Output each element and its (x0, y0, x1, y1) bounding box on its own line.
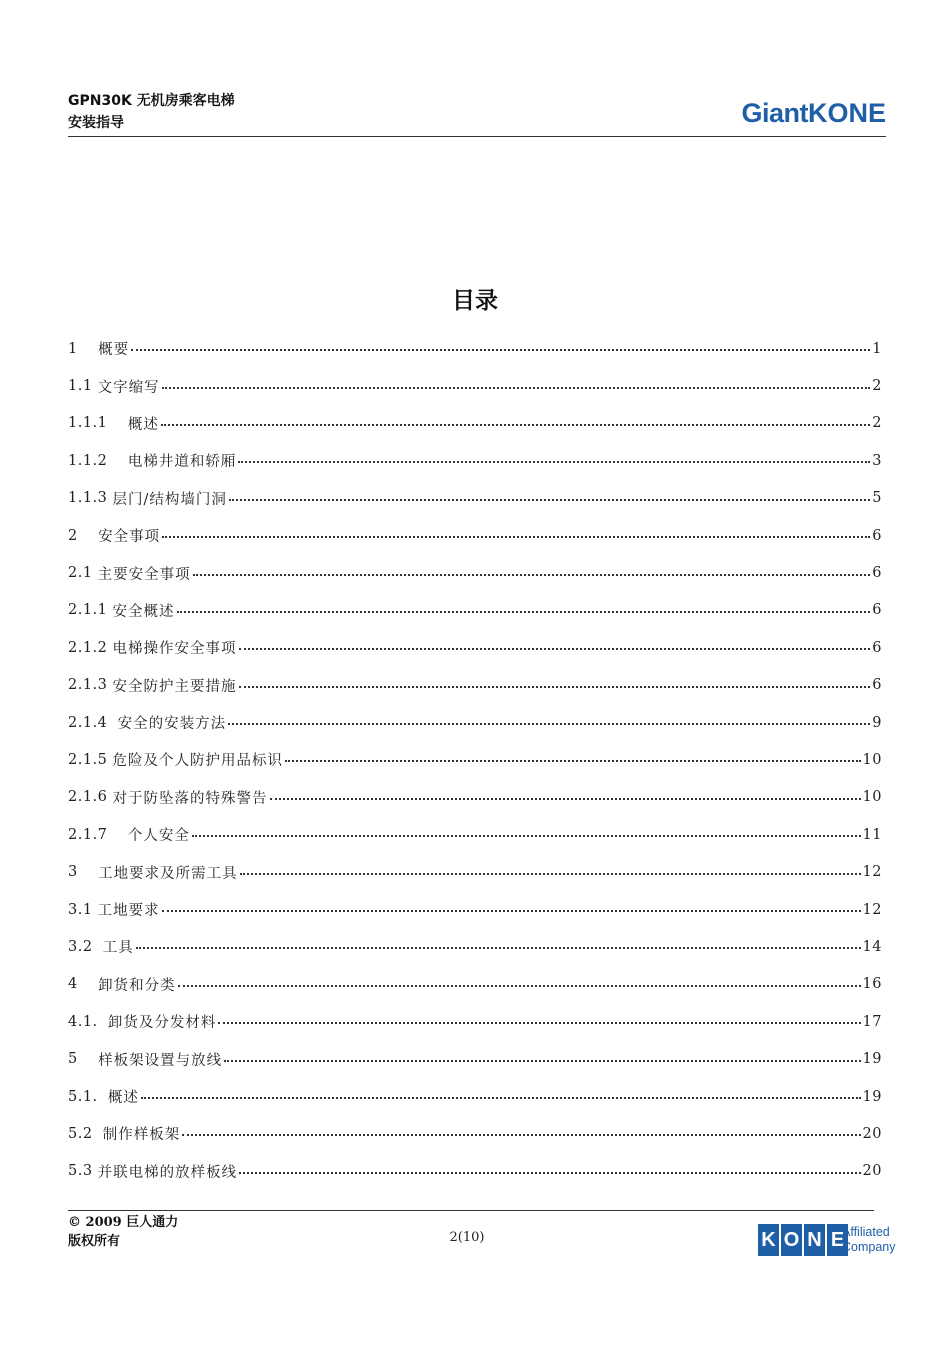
toc-entry-title: 层门/结构墙门洞 (112, 491, 227, 508)
toc-entry-number: 5.2 (68, 1125, 93, 1142)
toc-dot-leader (161, 423, 870, 426)
toc-dot-leader (162, 909, 861, 912)
header-product-title: GPN30K 无机房乘客电梯 (68, 93, 235, 109)
kone-logo (758, 1224, 850, 1256)
toc-entry-title: 电梯井道和轿厢 (127, 454, 237, 471)
toc-dot-leader (177, 610, 871, 613)
toc-entry-page: 20 (862, 1125, 882, 1142)
toc-entry-title: 安全防护主要措施 (112, 678, 237, 695)
toc-entry-title: 文字缩写 (97, 379, 160, 396)
toc-entry-page: 5 (872, 490, 882, 507)
toc-dot-leader (162, 535, 870, 538)
toc-entry-page: 3 (872, 452, 882, 469)
toc-entry-number: 2.1.1 (68, 602, 108, 619)
toc-entry-page: 12 (862, 864, 882, 881)
toc-entry-number: 2 (68, 527, 78, 544)
toc-entry[interactable] (68, 1115, 882, 1152)
toc-dot-leader (193, 573, 871, 576)
toc-entry-number: 5.3 (68, 1163, 93, 1180)
toc-dot-leader (229, 498, 870, 501)
toc-entry-title: 概述 (107, 1090, 139, 1106)
toc-entry-title: 样板架设置与放线 (98, 1052, 223, 1069)
toc-dot-leader (141, 1096, 861, 1099)
toc-dot-leader (239, 685, 871, 688)
toc-entry[interactable] (68, 629, 882, 666)
footer-rights: 版权所有 (68, 1234, 121, 1249)
toc-entry[interactable] (68, 891, 882, 928)
toc-entry-gap (107, 715, 117, 731)
giantkone-logo (741, 98, 886, 129)
toc-entry-page: 6 (872, 602, 882, 619)
toc-entry-title: 卸货和分类 (98, 977, 176, 994)
toc-entry-page: 14 (862, 938, 882, 955)
toc-entry[interactable] (68, 554, 882, 591)
toc-entry-gap (93, 939, 103, 955)
toc-entry[interactable] (68, 442, 882, 479)
toc-entry-number: 2.1.7 (68, 826, 108, 843)
toc-entry[interactable] (68, 1003, 882, 1040)
toc-entry-gap (98, 1014, 108, 1030)
toc-entry-title: 工地要求 (97, 903, 160, 920)
toc-dot-leader (270, 797, 861, 800)
toc-entry-page: 11 (862, 826, 882, 843)
toc-entry-gap (78, 528, 98, 544)
kone-logo-letter: E (827, 1224, 848, 1256)
affiliated-company-text (842, 1225, 896, 1255)
toc-entry-number: 2.1.3 (68, 677, 108, 694)
toc-entry-number: 2.1.4 (68, 714, 108, 731)
toc-entry-page: 6 (872, 565, 882, 582)
logo-giant: Giant (741, 98, 808, 128)
toc-dot-leader (228, 722, 870, 725)
toc-entry[interactable] (68, 928, 882, 965)
header-doc-type: 安装指导 (68, 115, 124, 131)
toc-entry-page: 9 (872, 714, 882, 731)
toc-entry[interactable] (68, 779, 882, 816)
toc-entry-number: 4.1. (68, 1013, 98, 1030)
toc-entry-number: 3 (68, 864, 78, 881)
toc-title: 目录 (452, 288, 498, 314)
toc-entry-gap (107, 415, 127, 431)
toc-entry-page: 20 (862, 1163, 882, 1180)
kone-logo-letter: O (781, 1224, 802, 1256)
toc-entry-number: 4 (68, 976, 78, 993)
toc-entry-page: 12 (862, 901, 882, 918)
toc-entry-number: 1 (68, 340, 78, 357)
toc-entry-gap (107, 453, 127, 469)
toc-entry-gap (78, 1051, 98, 1067)
toc-entry-title: 个人安全 (127, 828, 190, 845)
toc-entry[interactable] (68, 966, 882, 1003)
toc-entry-title: 概述 (127, 416, 159, 433)
toc-entry-page: 1 (872, 340, 882, 357)
toc-entry-page: 6 (872, 639, 882, 656)
toc-entry-title: 并联电梯的放样板线 (97, 1164, 238, 1181)
page-header (68, 90, 886, 137)
toc-entry-title: 概要 (98, 342, 130, 359)
toc-entry[interactable] (68, 1078, 882, 1115)
toc-entry-title: 工地要求及所需工具 (98, 865, 238, 882)
toc-dot-leader (239, 1171, 860, 1174)
toc-entry-title: 卸货及分发材料 (107, 1015, 217, 1032)
toc-entry-number: 2.1 (68, 565, 93, 582)
toc-entry-gap (98, 1089, 108, 1105)
toc-entry[interactable] (68, 1153, 882, 1190)
toc-entry-title: 安全概述 (112, 603, 175, 620)
toc-dot-leader (240, 872, 861, 875)
affiliated-line1: Affiliated (842, 1225, 890, 1239)
toc-dot-leader (162, 386, 871, 389)
toc-entry-gap (93, 1126, 103, 1142)
toc-entry[interactable] (68, 592, 882, 629)
footer-copyright: © 2009 巨人通力 (68, 1215, 179, 1230)
toc-entry-page: 2 (872, 415, 882, 432)
toc-entry-title: 对于防坠落的特殊警告 (112, 790, 268, 807)
toc-entry-number: 3.2 (68, 938, 93, 955)
toc-entry-title: 安全事项 (98, 529, 161, 546)
toc-entry-page: 19 (862, 1088, 882, 1105)
toc-entry-gap (78, 864, 98, 880)
toc-entry[interactable] (68, 405, 882, 442)
footer-page-number: 2(10) (449, 1230, 485, 1245)
toc-entry-number: 2.1.6 (68, 789, 108, 806)
toc-entry[interactable] (68, 480, 882, 517)
toc-entry-title: 主要安全事项 (97, 566, 191, 583)
toc-entry[interactable] (68, 853, 882, 890)
toc-entry[interactable] (68, 816, 882, 853)
table-of-contents (68, 330, 882, 1190)
toc-entry-title: 制作样板架 (102, 1127, 181, 1144)
toc-entry-page: 17 (862, 1013, 882, 1030)
toc-dot-leader (131, 348, 870, 351)
toc-dot-leader (238, 460, 870, 463)
affiliated-line2: Company (842, 1240, 896, 1254)
toc-entry[interactable] (68, 667, 882, 704)
toc-entry-page: 16 (862, 976, 882, 993)
toc-entry-page: 6 (872, 527, 882, 544)
toc-entry-page: 2 (872, 378, 882, 395)
logo-kone: KONE (807, 98, 886, 128)
toc-entry-page: 10 (862, 789, 882, 806)
toc-entry-gap (78, 341, 98, 357)
toc-dot-leader (218, 1021, 860, 1024)
toc-dot-leader (285, 759, 861, 762)
toc-entry-number: 1.1.1 (68, 415, 108, 432)
toc-entry[interactable] (68, 741, 882, 778)
footer-divider (68, 1210, 874, 1211)
toc-entry-title: 电梯操作安全事项 (112, 641, 237, 658)
toc-entry[interactable] (68, 704, 882, 741)
toc-entry-number: 1.1.2 (68, 452, 108, 469)
toc-entry-page: 10 (862, 751, 882, 768)
toc-entry-title: 危险及个人防护用品标识 (112, 753, 284, 770)
toc-entry-number: 1.1 (68, 378, 93, 395)
toc-dot-leader (178, 984, 861, 987)
toc-entry-number: 2.1.5 (68, 751, 108, 768)
toc-entry-title: 工具 (102, 940, 134, 957)
toc-entry-number: 5 (68, 1051, 78, 1068)
toc-entry-page: 19 (862, 1051, 882, 1068)
kone-logo-letter: K (758, 1224, 779, 1256)
toc-dot-leader (239, 647, 871, 650)
toc-entry-title: 安全的安装方法 (117, 716, 227, 733)
kone-logo-letter: N (804, 1224, 825, 1256)
toc-dot-leader (192, 834, 861, 837)
toc-entry-number: 3.1 (68, 901, 93, 918)
toc-entry-gap (78, 976, 98, 992)
toc-entry[interactable] (68, 367, 882, 404)
toc-entry[interactable] (68, 517, 882, 554)
toc-entry-page: 6 (872, 677, 882, 694)
toc-entry-gap (107, 827, 127, 843)
toc-entry-number: 2.1.2 (68, 639, 108, 656)
header-title-block (68, 90, 235, 134)
toc-entry-number: 5.1. (68, 1088, 98, 1105)
toc-entry[interactable] (68, 330, 882, 367)
toc-dot-leader (182, 1133, 860, 1136)
toc-entry-number: 1.1.3 (68, 490, 108, 507)
toc-dot-leader (224, 1059, 860, 1062)
toc-dot-leader (136, 946, 861, 949)
toc-entry[interactable] (68, 1040, 882, 1077)
